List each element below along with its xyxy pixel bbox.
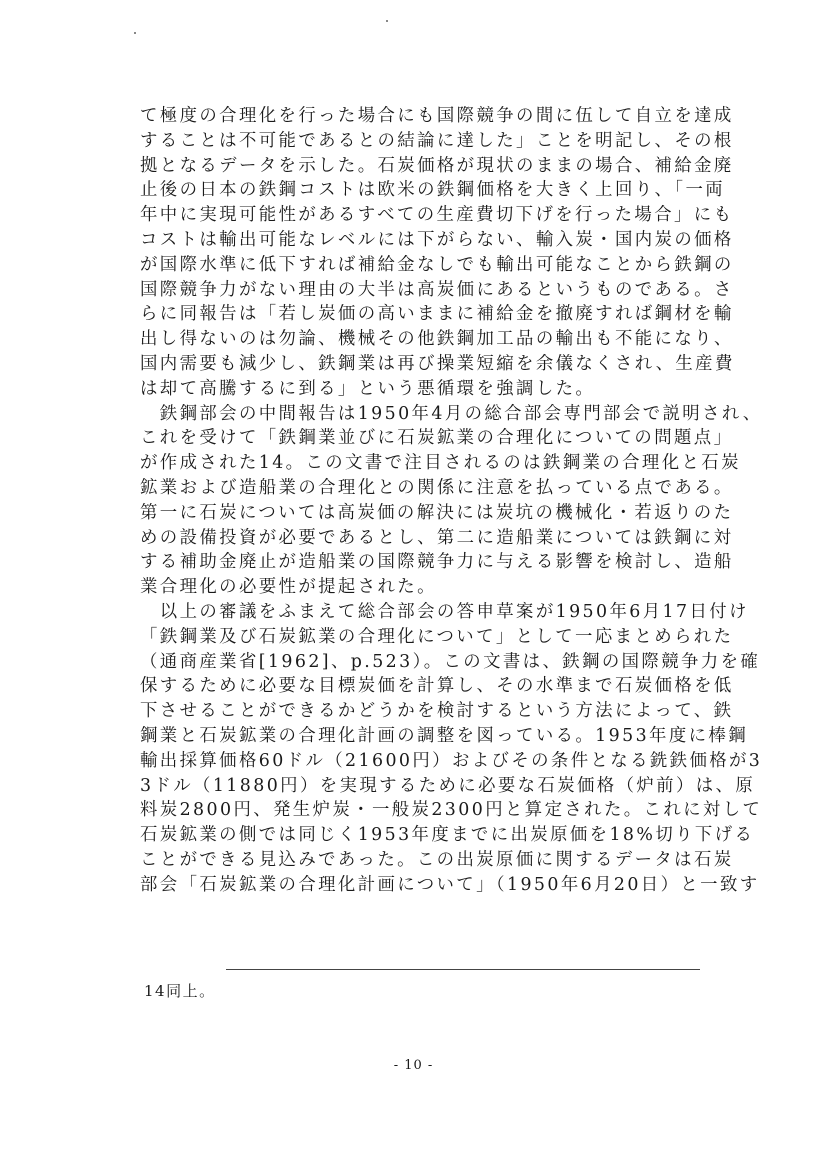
text-line: 業合理化の必要性が提起された。 — [140, 577, 437, 598]
text-line: めの設備投資が必要であるとし、第二に造船業については鉄鋼に対 — [140, 527, 734, 548]
text-line: て極度の合理化を行った場合にも国際競争の間に伍して自立を達成 — [140, 106, 734, 126]
text-line: 止後の日本の鉄鋼コストは欧米の鉄鋼価格を大きく上回り、「一両 — [140, 180, 726, 201]
text-line: 保するために必要な目標炭価を計算し、その水準まで石炭価格を低 — [140, 676, 734, 697]
text-line: 鉱業および造船業の合理化との関係に注意を払っている点である。 — [140, 477, 734, 498]
text-line: は却て高騰するに到る」という悪循環を強調した。 — [140, 378, 596, 399]
text-line: 3ドル（11880円）を実現するために必要な石炭価格（炉前）は、原 — [140, 775, 756, 796]
text-line: 鋼業と石炭鉱業の合理化計画の調整を図っている。1953年度に棒鋼 — [140, 725, 748, 746]
footnote: 14同上。 — [144, 982, 216, 1000]
scan-speck — [134, 32, 136, 34]
text-line: （通商産業省[1962]、p.523）。この文書は、鉄鋼の国際競争力を確 — [140, 651, 761, 672]
text-line: が作成された14。この文書で注目されるのは鉄鋼業の合理化と石炭 — [140, 453, 741, 474]
text-line: 下させることができるかどうかを検討するという方法によって、鉄 — [140, 701, 734, 722]
text-line: が国際水準に低下すれば補給金なしでも輸出可能なことから鉄鋼の — [140, 254, 734, 275]
text-line: することは不可能であるとの結論に達した」ことを明記し、その根 — [140, 130, 734, 151]
text-line: 出し得ないのは勿論、機械その他鉄鋼加工品の輸出も不能になり、 — [140, 329, 734, 350]
text-line: 料炭2800円、発生炉炭・一般炭2300円と算定された。これに対して — [140, 800, 763, 821]
text-line: これを受けて「鉄鋼業並びに石炭鉱業の合理化についての問題点」 — [140, 428, 734, 449]
text-line: 輸出採算価格60ドル（21600円）およびその条件となる銑鉄価格が3 — [140, 750, 763, 771]
text-line: らに同報告は「若し炭価の高いままに補給金を撤廃すれば鋼材を輸 — [140, 304, 734, 325]
scan-speck — [386, 20, 388, 22]
text-line: 国際競争力がない理由の大半は高炭価にあるというものである。さ — [140, 279, 734, 300]
text-line: 国内需要も減少し、鉄鋼業は再び操業短縮を余儀なくされ、生産費 — [140, 353, 735, 374]
text-line: 拠となるデータを示した。石炭価格が現状のままの場合、補給金廃 — [140, 155, 734, 176]
text-line: 以上の審議をふまえて総合部会の答申草案が1950年6月17日付け — [140, 601, 749, 622]
body-text — [140, 104, 763, 898]
text-line: 石炭鉱業の側では同じく1953年度までに出炭原価を18%切り下げる — [140, 825, 755, 846]
footnote-separator — [226, 969, 700, 970]
text-line: 「鉄鋼業及び石炭鉱業の合理化について」として一応まとめられた — [140, 626, 734, 647]
text-line: 第一に石炭については高炭価の解決には炭坑の機械化・若返りのた — [140, 502, 734, 523]
text-line: コストは輸出可能なレベルには下がらない、輸入炭・国内炭の価格 — [140, 229, 734, 250]
text-line: する補助金廃止が造船業の国際競争力に与える影響を検討し、造船 — [140, 552, 734, 573]
text-line: 年中に実現可能性があるすべての生産費切下げを行った場合」にも — [140, 205, 734, 226]
text-line: ことができる見込みであった。この出炭原価に関するデータは石炭 — [140, 849, 734, 870]
page-number: - 10 - — [393, 1058, 434, 1073]
text-line: 部会「石炭鉱業の合理化計画について」（1950年6月20日）と一致す — [140, 874, 760, 895]
text-line: 鉄鋼部会の中間報告は1950年4月の総合部会専門部会で説明され、 — [140, 403, 763, 424]
